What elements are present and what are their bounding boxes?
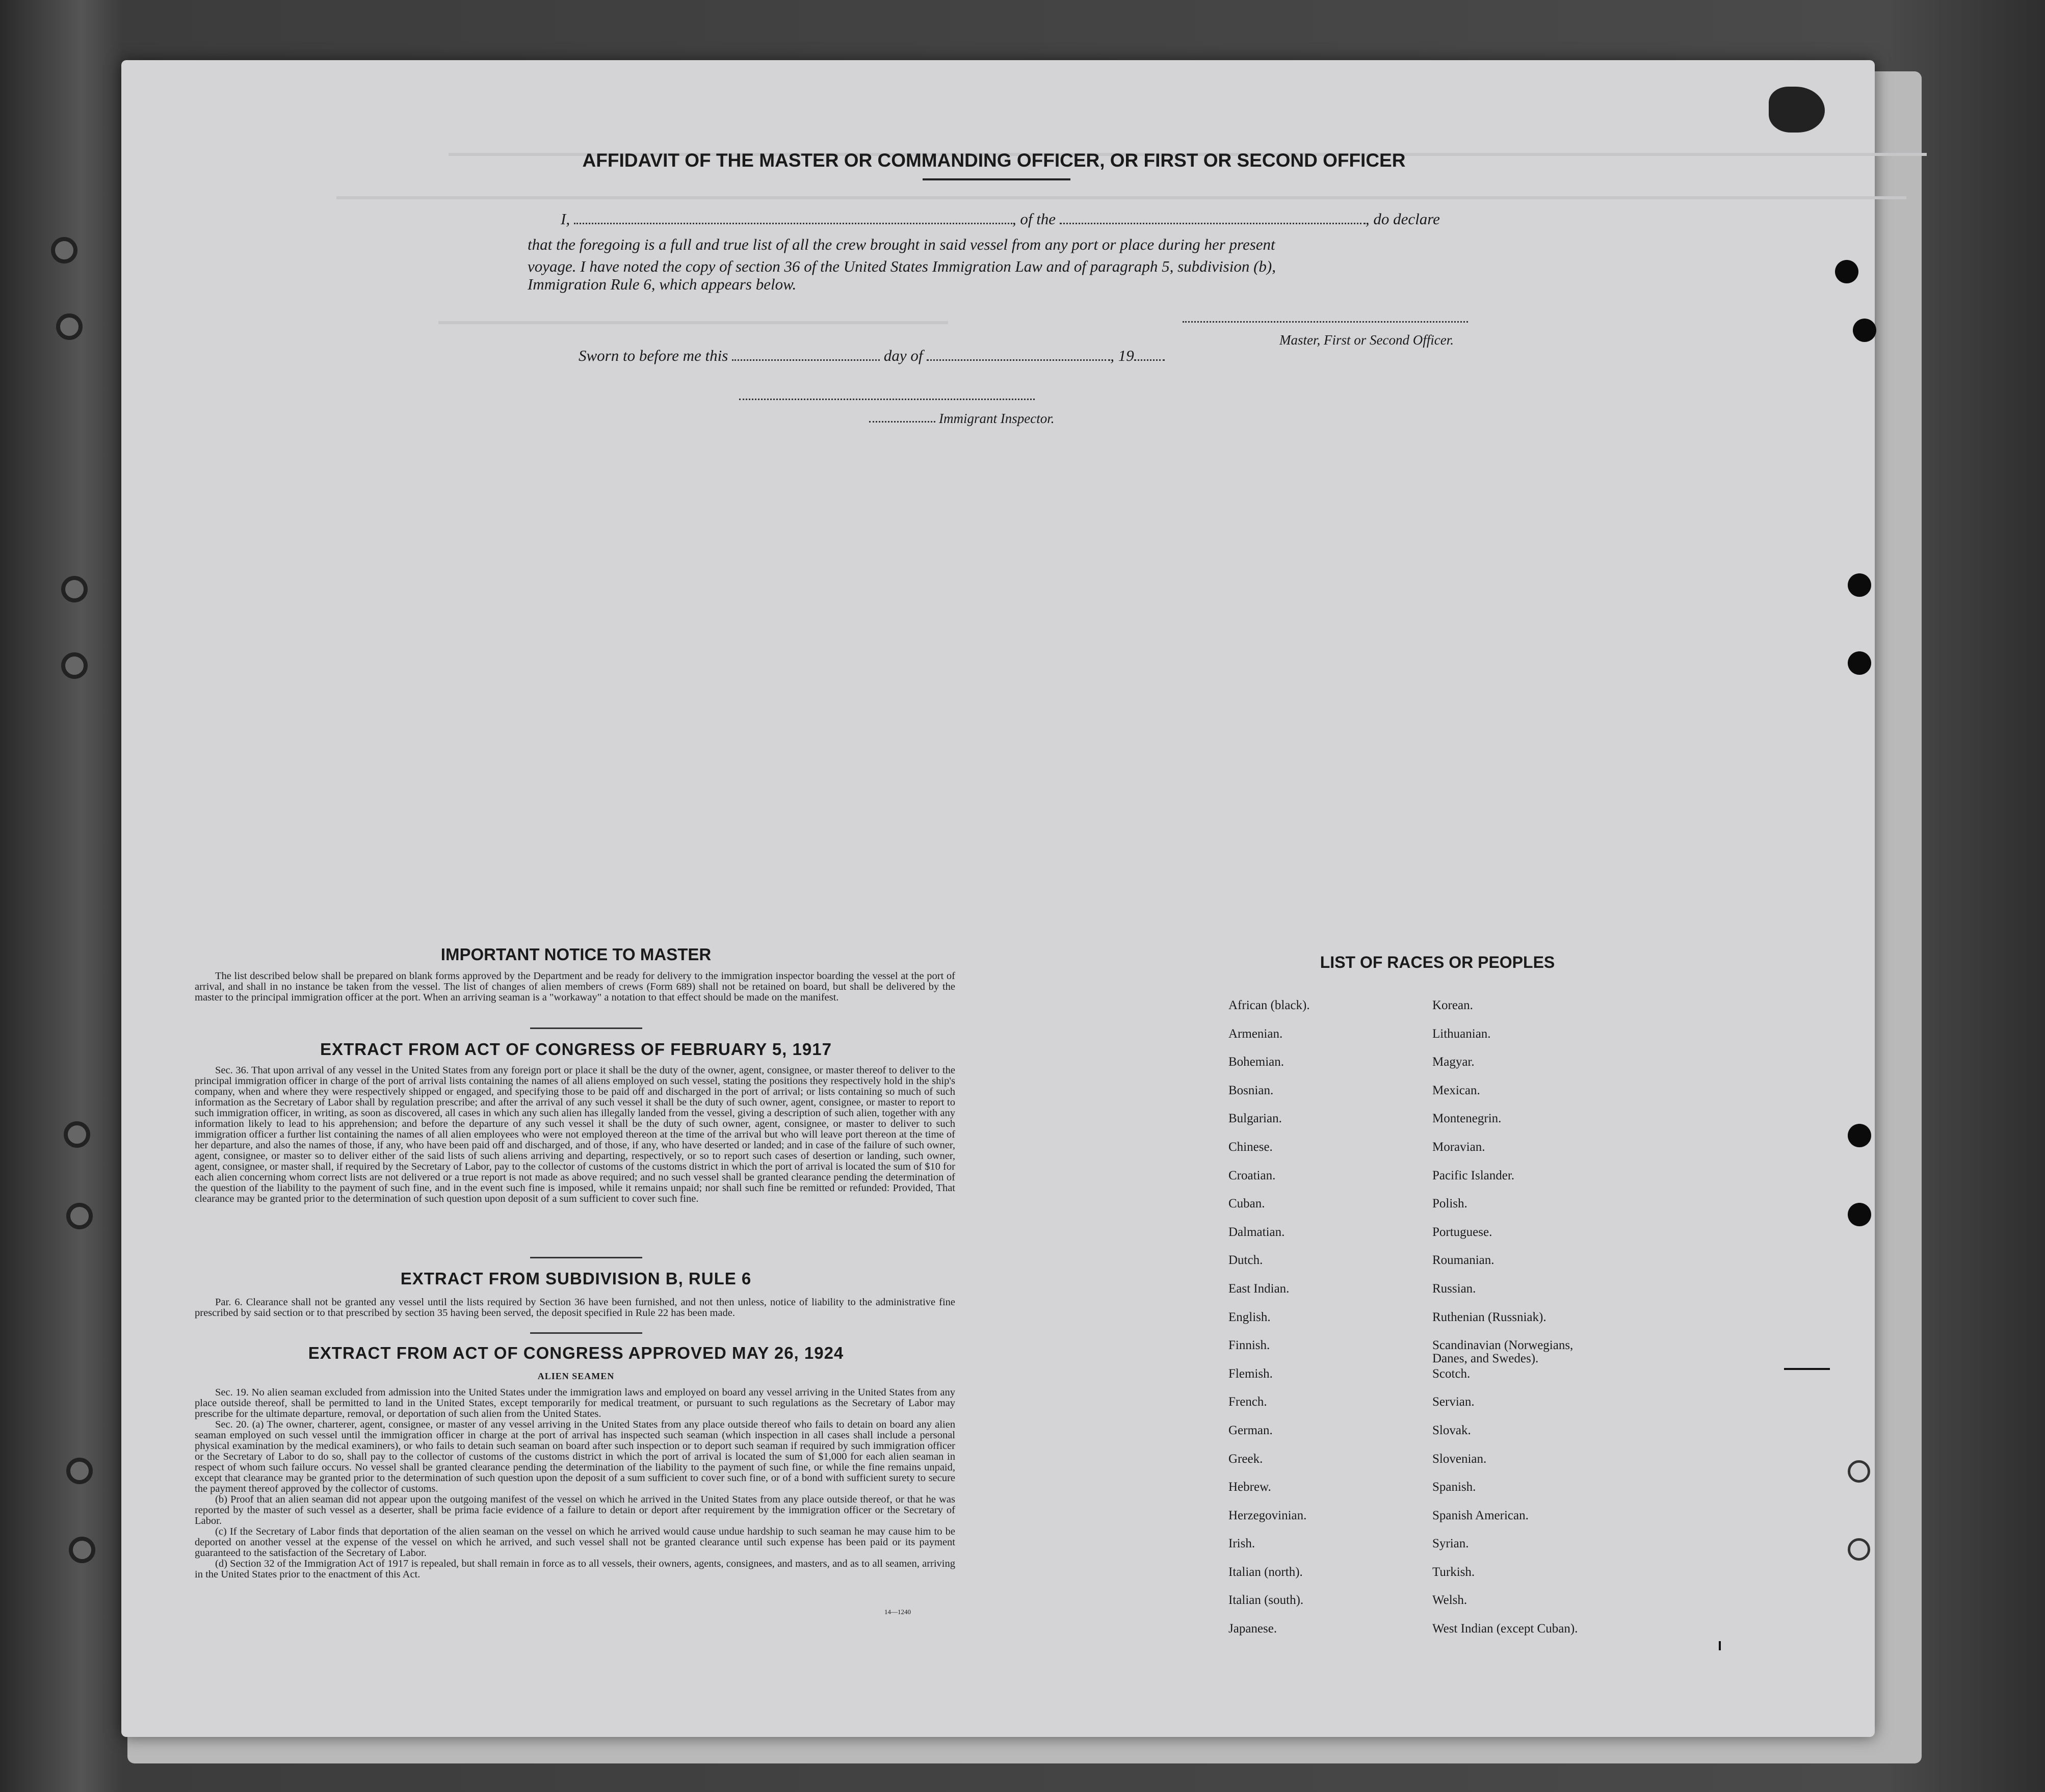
race-item: Irish. [1228,1537,1255,1551]
race-item: Korean. [1432,998,1473,1012]
race-item: French. [1228,1395,1267,1409]
notice-paragraph: The list described below shall be prepared on blank forms approved by the Department and be ready for delivery to the immigration inspector boarding the vessel at the port of arrival, and shall in no instance be taken from the vessel. The list of changes of alien members of crews (Form 689) shall not be retained on board, but shall be delivered by the master to the principal immigration officer at the port. When an arriving seaman is a "workaway" a notation to that effect should be made on the manifest. [195,970,955,1003]
bleed-through-line [336,196,1906,199]
sworn-label: Sworn to before me this [579,347,728,364]
race-item: Ruthenian (Russniak). [1432,1310,1546,1324]
race-item: Bohemian. [1228,1055,1284,1069]
master-signature-line[interactable] [1183,321,1468,323]
race-item: Roumanian. [1432,1253,1495,1268]
form-number: 14—1240 [884,1608,911,1616]
binder-ring-icon [69,1537,95,1563]
race-item: English. [1228,1310,1271,1324]
race-item: Bosnian. [1228,1083,1274,1097]
race-item: Servian. [1432,1395,1475,1409]
race-item: Syrian. [1432,1537,1469,1551]
extract-rule6-text [195,1297,955,1319]
races-right-column [1432,999,1646,1651]
race-item: Magyar. [1432,1055,1475,1069]
sec-19-paragraph: Sec. 19. No alien seaman excluded from admission into the United States under the immigration laws and employed on board any vessel arriving in the United States from any place outside thereof, shall be permitted to land in the United States, except temporarily for medical treatment, or pursuant to such regulations as the Secretary of Labor may prescribe for the ultimate departure, removal, or deportation of such alien from the United States. [195,1387,955,1419]
extract-rule6-title: EXTRACT FROM SUBDIVISION B, RULE 6 [400,1269,752,1288]
section-36-paragraph: Sec. 36. That upon arrival of any vessel in the United States from any foreign port or place it shall be the duty of the owner, agent, consignee, or master thereof to deliver to the principal immigration officer in charge of the port of arrival lists containing the names of all aliens employed on such vessel, stating the positions they respectively hold in the ship's company, when and where they were respectively shipped or engaged, and specifying those to be paid off and discharged in the port of arrival; or lists containing so much of such information as the Secretary of Labor shall by regulation prescribe; and after the arrival of any such vessel it shall be the duty of such owner, agent, consignee, or master to report to such immigration officer, in writing, as soon as discovered, all cases in which any such alien has illegally landed from the vessel, giving a description of such alien, together with any information likely to lead to his apprehension; and before the departure of any such vessel it shall be the duty of such owner, agent, consignee, or master to deliver to such immigration officer a further list containing the names of all alien employees who were not employed thereon at the time of the arrival but who will leave port thereon at the time of her departure, and also the names of those, if any, who have been paid off and discharged, and of those, if any, who have deserted or landed; and in case of the failure of such owner, agent, consignee, or master so to deliver either of the said lists of such aliens arriving and departing, respectively, or so to report such cases of desertion or landing, such owner, agent, consignee, or master shall, if required by the Secretary of Labor, pay to the collector of customs of the customs district in which the port of arrival is located the sum of $10 for each alien concerning whom correct lists are not delivered or a true report is not made as above required; and no such vessel shall be granted clearance pending the determination of the question of the liability to the payment of such fine, and in the event such fine is imposed, while it remains unpaid; nor shall such fine be remitted or refunded: Provided, That clearance may be granted prior to the determination of such question upon deposit of a sum sufficient to cover such fine. [195,1065,955,1204]
race-item: Russian. [1432,1281,1476,1296]
rule6-paragraph: Par. 6. Clearance shall not be granted any vessel until the lists required by Section 36 have been furnished, and not then unless, notice of liability to the administrative fine prescribed by said section or to that prescribed by section 35 having been served, the deposit specified in Rule 22 has been made. [195,1297,955,1319]
race-item: East Indian. [1228,1281,1290,1296]
race-item: Turkish. [1432,1565,1475,1579]
extract-1917-text [195,1065,955,1204]
punch-hole-icon [1848,1203,1871,1226]
race-item: Italian (north). [1228,1565,1303,1579]
race-item: Cuban. [1228,1197,1265,1211]
day-of-label: day of [883,347,923,364]
race-item: Lithuanian. [1432,1026,1491,1041]
race-item: Dalmatian. [1228,1225,1285,1239]
race-item: Slovenian. [1432,1452,1487,1466]
race-item: Spanish American. [1432,1508,1529,1522]
section-rule [530,1257,642,1258]
alien-seamen-subtitle: ALIEN SEAMEN [537,1371,615,1381]
punch-hole-icon [1848,1124,1871,1147]
binder-ring-icon [56,313,83,340]
year-label: , 19 [1110,347,1134,364]
punch-hole-icon [1848,1460,1870,1483]
race-item: Armenian. [1228,1026,1283,1041]
race-item: Montenegrin. [1432,1112,1502,1126]
affidavit-line-3: voyage. I have noted the copy of section 36 of the United States Immigration Law and of paragraph 5, subdivision (b), [528,257,1276,275]
race-item: West Indian (except Cuban). [1432,1622,1578,1636]
extract-1917-title: EXTRACT FROM ACT OF CONGRESS OF FEBRUARY 5, 1917 [320,1040,832,1059]
race-item: Italian (south). [1228,1593,1304,1607]
section-rule [530,1332,642,1334]
ink-mark [1719,1641,1721,1650]
inspector-label: Immigrant Inspector. [939,411,1055,426]
inspector-short-line [869,421,935,423]
bleed-through-text [438,122,1917,150]
race-item: Flemish. [1228,1366,1273,1381]
sec-20a-paragraph: Sec. 20. (a) The owner, charterer, agent, consignee, or master of any vessel arriving in the United States from any place outside thereof who fails to detain on board any alien seaman employed on such vessel until the immigration officer in charge at the port of arrival has inspected such seaman (which inspection in all cases shall include a personal physical examination by the medical examiners), or who fails to detain such seaman on board after such inspection or to deport such seaman if required by such immigration officer or the Secretary of Labor to do so, shall pay to the collector of customs of the customs district in which the port of arrival is located the sum of $1,000 for each alien seaman in respect of whom such failure occurs. No vessel shall be granted clearance pending the determination of the liability to the payment of such fine, or while the fine remains unpaid, except that clearance may be granted prior to the determination of such question upon the deposit of a sum sufficient to cover such fine, or of a bond with sufficient surety to secure the payment thereof approved by the collector of customs. [195,1419,955,1494]
race-item: Japanese. [1228,1622,1277,1636]
ink-mark [1784,1368,1830,1370]
race-item: Moravian. [1432,1140,1485,1154]
binder-ring-icon [61,652,88,679]
races-left-column [1228,999,1432,1651]
affidavit-line-2: that the foregoing is a full and true list of all the crew brought in said vessel from any port or place during her present [528,235,1275,253]
race-item: Welsh. [1432,1593,1467,1607]
race-item: Greek. [1228,1452,1263,1466]
sec-20c-paragraph: (c) If the Secretary of Labor finds that deportation of the alien seaman on the vessel on which he arrived would cause undue hardship to such seaman he may cause him to be deported on another vessel at the expense of the vessel on which he arrived, and such vessel shall not be granted clearance until such expense has been paid or its payment guaranteed to the satisfaction of the Secretary of Labor. [195,1526,955,1559]
races-title: LIST OF RACES OR PEOPLES [1320,953,1555,971]
binder-ring-icon [64,1121,90,1148]
extract-1924-text [195,1387,955,1580]
race-item: Finnish. [1228,1338,1270,1353]
punch-hole-icon [1848,1538,1870,1561]
extract-1924-title: EXTRACT FROM ACT OF CONGRESS APPROVED MAY 26, 1924 [308,1343,844,1362]
binder-ring-icon [51,237,77,263]
title-rule [923,178,1070,180]
vessel-blank[interactable] [1060,222,1366,224]
race-item: Portuguese. [1432,1225,1492,1239]
punch-hole-icon [1848,573,1871,597]
name-blank[interactable] [574,222,1012,224]
binder-ring-icon [61,576,88,602]
declare-label: , do declare [1365,210,1440,228]
master-signature-label: Master, First or Second Officer. [1279,332,1454,348]
binder-ring-icon [66,1458,93,1484]
sec-20d-paragraph: (d) Section 32 of the Immigration Act of 1917 is repealed, but shall remain in force as to all vessels, their owners, agents, consignees, and masters, and as to all seamen, arriving in the United States prior to the enactment of this Act. [195,1558,955,1580]
race-item: Chinese. [1228,1140,1273,1154]
affidavit-line-4: Immigration Rule 6, which appears below. [528,275,797,293]
sec-20b-paragraph: (b) Proof that an alien seaman did not appear upon the outgoing manifest of the vessel on which he arrived in the United States from any place outside thereof, or that he was reported by the master of such vessel as a deserter, shall be prima facie evidence of a failure to detain or deport after requirement by the immigration officer or the Secretary of Labor. [195,1494,955,1526]
race-item: Pacific Islander. [1432,1168,1515,1182]
punch-hole-icon [1848,651,1871,675]
race-item: Scandinavian (Norwegians, Danes, and Swedes). [1432,1338,1574,1366]
affidavit-i-label: I, [561,210,570,228]
bleed-through-line [438,321,948,324]
race-item: Croatian. [1228,1168,1276,1182]
race-item: Polish. [1432,1197,1467,1211]
notice-title: IMPORTANT NOTICE TO MASTER [440,945,712,964]
sworn-month-blank[interactable] [927,358,1110,361]
section-rule [530,1027,642,1029]
race-item: Slovak. [1432,1423,1471,1437]
race-item: German. [1228,1423,1273,1437]
sworn-line [579,347,1165,365]
race-item: African (black). [1228,998,1310,1012]
race-item: Hebrew. [1228,1480,1271,1494]
race-item: Spanish. [1432,1480,1476,1494]
affidavit-title: AFFIDAVIT OF THE MASTER OR COMMANDING OFFICER, OR FIRST OR SECOND OFFICER [582,150,1406,171]
punch-hole-icon [1853,319,1876,342]
of-the-label: , of the [1012,210,1056,228]
race-item: Scotch. [1432,1366,1471,1381]
binder-ring-icon [66,1203,93,1229]
notice-text [195,971,955,1003]
sworn-year-blank[interactable] [1134,358,1165,361]
affidavit-declare-line [561,210,1440,228]
race-item: Herzegovinian. [1228,1508,1307,1522]
race-item: Mexican. [1432,1083,1480,1097]
punch-hole-icon [1835,260,1858,283]
race-item: Dutch. [1228,1253,1263,1268]
sworn-day-blank[interactable] [732,358,880,361]
race-item: Bulgarian. [1228,1112,1282,1126]
torn-corner [1769,87,1825,133]
inspector-signature-line[interactable] [739,399,1035,400]
